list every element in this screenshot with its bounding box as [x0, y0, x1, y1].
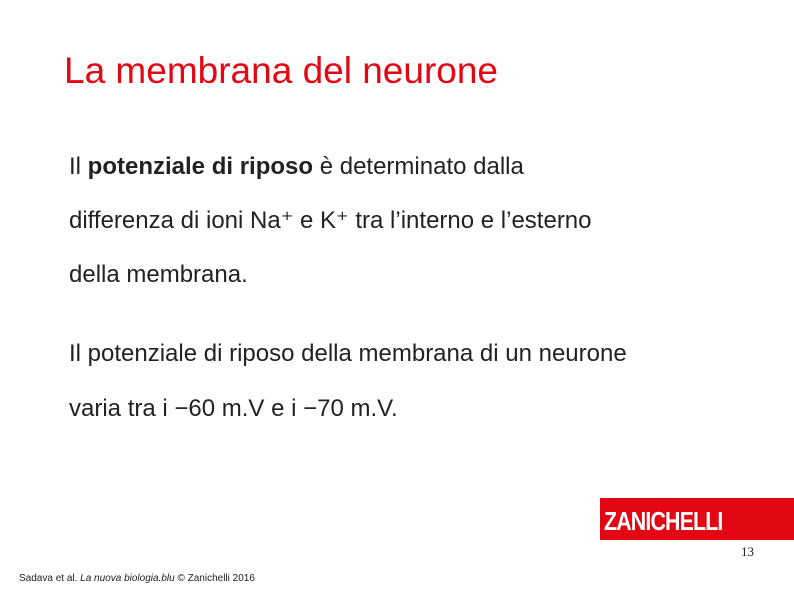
paragraph-1-line-1	[69, 153, 524, 181]
footer-book-title: La nuova biologia.blu	[80, 573, 175, 584]
logo-text: ZANICHELLI	[604, 506, 723, 536]
paragraph-2-line-2: varia tra i −60 m.V e i −70 m.V.	[69, 395, 398, 422]
footer-publisher: © Zanichelli 2016	[174, 573, 255, 584]
resting-potential-term: potenziale di riposo	[87, 153, 314, 180]
slide-title: La membrana del neurone	[64, 50, 499, 91]
zanichelli-logo	[600, 498, 794, 540]
paragraph-1-line-1-suffix: è determinato dalla	[313, 153, 524, 180]
paragraph-1-line-2: differenza di ioni Na⁺ e K⁺ tra l’interno e l’esterno	[69, 207, 592, 234]
page-number: 13	[741, 544, 754, 559]
paragraph-1-line-1-prefix: Il	[69, 153, 88, 180]
paragraph-2-line-1: Il potenziale di riposo della membrana di un neurone	[69, 340, 627, 367]
footer-citation	[19, 573, 255, 584]
paragraph-1-line-3: della membrana.	[69, 261, 248, 288]
footer-authors: Sadava et al.	[19, 573, 81, 584]
